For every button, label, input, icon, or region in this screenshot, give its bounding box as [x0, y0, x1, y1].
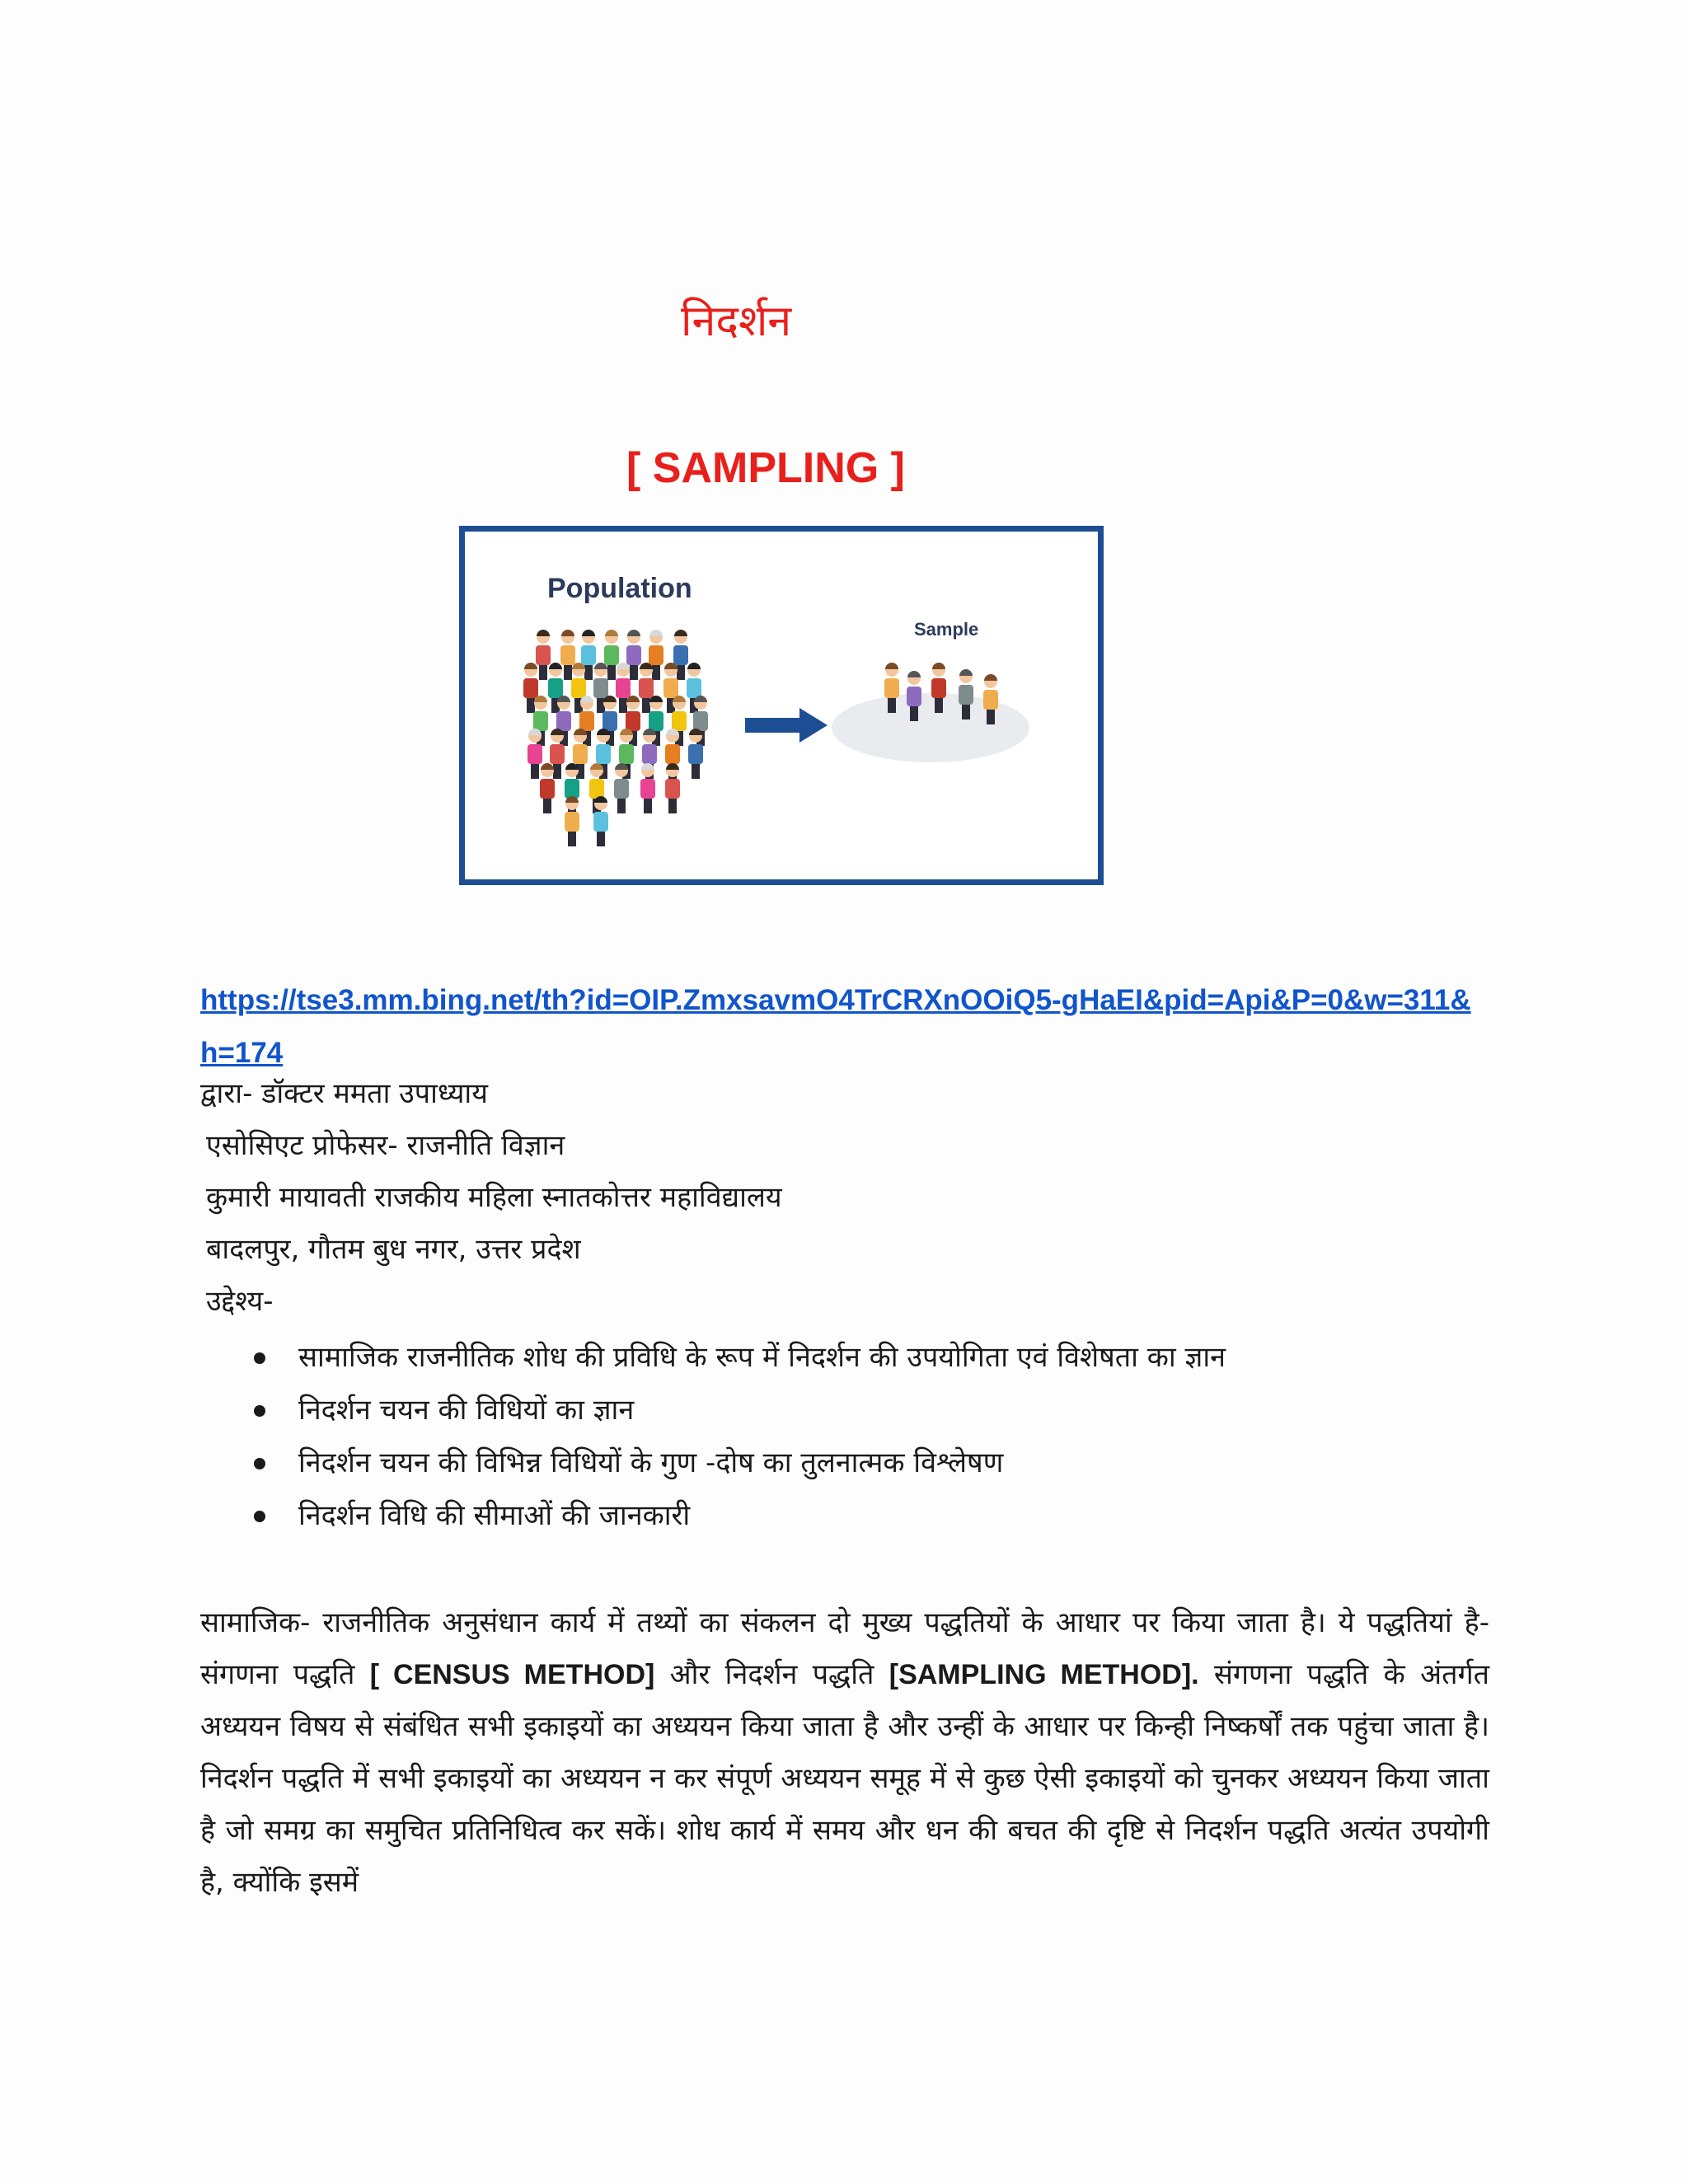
sampling-illustration — [459, 526, 1104, 885]
list-item: निदर्शन विधि की सीमाओं की जानकारी — [247, 1489, 1226, 1542]
author-name: द्वारा- डॉक्टर ममता उपाध्याय — [200, 1077, 488, 1110]
person-icon — [565, 796, 579, 846]
author-address: बादलपुर, गौतम बुध नगर, उत्तर प्रदेश — [206, 1233, 581, 1266]
image-source-link[interactable]: https://tse3.mm.bing.net/th?id=OIP.ZmxsavmO4TrCRXnOOiQ5-gHaEI&pid=Api&P=0&w=311&h=174 — [200, 984, 1471, 1069]
list-item: निदर्शन चयन की विभिन्न विधियों के गुण -दोष का तुलनात्मक विश्लेषण — [247, 1436, 1226, 1489]
person-icon — [528, 729, 542, 779]
person-icon — [540, 763, 555, 813]
bullet-icon — [254, 1405, 265, 1417]
objectives-list — [247, 1331, 1226, 1542]
person-icon — [614, 763, 629, 813]
body-paragraph: सामाजिक- राजनीतिक अनुसंधान कार्य में तथ्यों का संकलन दो मुख्य पद्धतियों के आधार पर किया जाता है। ये पद्धतियां है- संगणना पद्धति [ CENSUS METHOD] और निदर्शन पद्धति [SAMPLING METHOD]. संगणना पद्धति के अंतर्गत अध्ययन विषय से संबंधित सभी इकाइयों का अध्ययन किया जाता है और उन्हीं के आधार पर किन्ही निष्कर्षों तक पहुंचा जाता है। निदर्शन पद्धति में सभी इकाइयों का अध्ययन न कर संपूर्ण अध्ययन समूह में से कुछ ऐसी इकाइयों को चुनकर अध्ययन किया जाता है जो समग्र का समुचित प्रतिनिधित्व कर सकें। शोध कार्य में समय और धन की बचत की दृष्टि से निदर्शन पद्धति अत्यंत उपयोगी है, क्योंकि इसमें — [200, 1606, 1489, 1899]
census-method-term: [ CENSUS METHOD] — [369, 1659, 655, 1690]
sampling-method-term: [SAMPLING METHOD]. — [889, 1659, 1199, 1690]
person-icon — [593, 796, 608, 846]
bullet-icon — [254, 1352, 265, 1364]
person-icon — [640, 763, 655, 813]
author-designation: एसोसिएट प्रोफेसर- राजनीति विज्ञान — [206, 1129, 565, 1162]
person-icon — [688, 729, 703, 779]
page-title-hindi: निदर्शन — [681, 297, 792, 346]
person-icon — [665, 763, 680, 813]
list-item: सामाजिक राजनीतिक शोध की प्रविधि के रूप में निदर्शन की उपयोगिता एवं विशेषता का ज्ञान — [247, 1331, 1226, 1384]
population-crowd — [523, 630, 708, 846]
objectives-heading: उद्देश्य- — [206, 1285, 274, 1318]
sample-label: Sample — [914, 619, 979, 640]
bullet-icon — [254, 1511, 265, 1522]
page-title-english: [ SAMPLING ] — [626, 444, 905, 492]
list-item: निदर्शन चयन की विधियों का ज्ञान — [247, 1384, 1226, 1436]
sample-ellipse — [832, 693, 1029, 762]
author-college: कुमारी मायावती राजकीय महिला स्नातकोत्तर महाविद्यालय — [206, 1181, 782, 1214]
population-label: Population — [547, 573, 692, 604]
bullet-icon — [254, 1458, 265, 1469]
arrow-right-icon — [745, 708, 828, 743]
person-icon — [536, 630, 551, 680]
